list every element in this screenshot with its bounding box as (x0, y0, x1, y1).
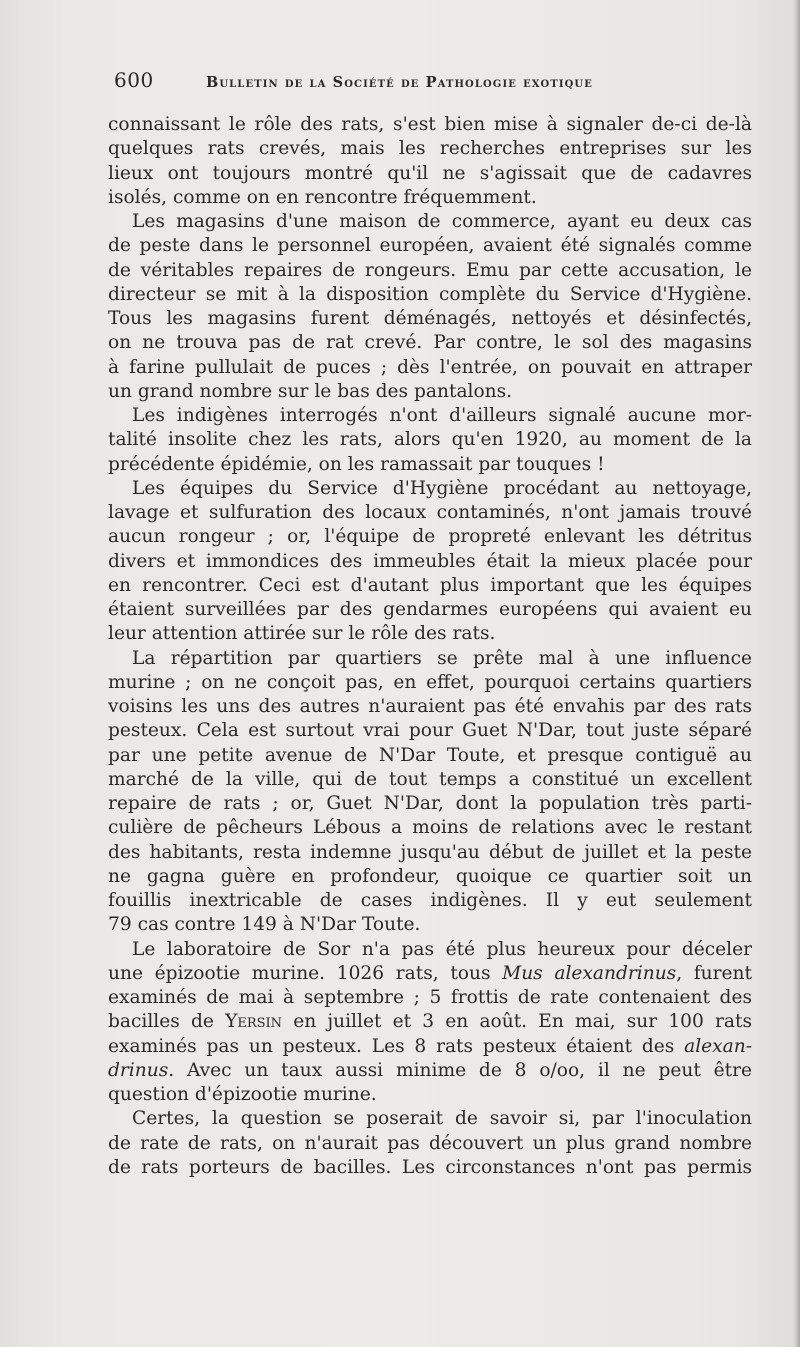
text-line: pesteux. Cela est surtout vrai pour Guet N'Dar, tout juste séparé (108, 720, 752, 742)
text-line: une épizootie murine. 1026 rats, tous Mus alexandrinus, furent (108, 962, 752, 984)
text-line: on ne trouva pas de rat crevé. Par contre, le sol des magasins (108, 332, 752, 354)
page-header (110, 66, 670, 96)
text-line: Le laboratoire de Sor n'a pas été plus heureux pour déceler (132, 938, 752, 960)
text-line: en rencontrer. Ceci est d'autant plus important que les équipes (108, 574, 752, 596)
text-line: de rats porteurs de bacilles. Les circonstances n'ont pas permis (108, 1156, 752, 1178)
text-line: drinus. Avec un taux aussi minime de 8 o/oo, il ne peut être (108, 1059, 752, 1081)
text-line: examinés pas un pesteux. Les 8 rats pesteux étaient des alexan- (108, 1035, 752, 1057)
text-line: divers et immondices des immeubles était la mieux placée pour (108, 550, 752, 572)
text-line: des habitants, resta indemne jusqu'au début de juillet et la peste (108, 841, 752, 863)
text-line: étaient surveillées par des gendarmes européens qui avaient eu (108, 599, 752, 620)
text-line: Les indigènes interrogés n'ont d'ailleurs signalé aucune mor- (132, 405, 752, 426)
text-line: leur attention attirée sur le rôle des rats. (108, 623, 496, 645)
text-line: examinés de mai à septembre ; 5 frottis de rate contenaient des (108, 987, 752, 1008)
text-line: Certes, la question se poserait de savoir si, par l'inoculation (132, 1108, 752, 1130)
text-line: précédente épidémie, on les ramassait par touques ! (108, 453, 605, 475)
text-line: à farine pullulait de puces ; dès l'entrée, on pouvait en attraper (108, 356, 752, 378)
text-line: talité insolite chez les rats, alors qu'en 1920, au moment de la (108, 429, 752, 451)
running-head: Bulletin de la Société de Pathologie exotique (206, 74, 593, 91)
text-line: de véritables repaires de rongeurs. Emu par cette accusation, le (108, 259, 752, 281)
text-line: lieux ont toujours montré qu'il ne s'agissait que de cadavres (108, 162, 752, 184)
text-line: murine ; on ne conçoit pas, en effet, pourquoi certains quartiers (108, 671, 752, 693)
text-line: directeur se mit à la disposition complète du Service d'Hygiène. (108, 283, 752, 305)
body-text (108, 113, 752, 1180)
text-line: aucun rongeur ; or, l'équipe de propreté enlevant les détritus (108, 526, 752, 548)
page-edge-shadow (794, 0, 800, 1347)
text-line: connaissant le rôle des rats, s'est bien mise à signaler de-ci de-là (108, 114, 752, 135)
text-line: ne gagna guère en profondeur, quoique ce quartier soit un (108, 865, 752, 887)
text-line: Tous les magasins furent déménagés, nettoyés et désinfectés, (108, 308, 752, 329)
text-line: fouillis inextricable de cases indigènes. Il y eut seulement (108, 890, 752, 911)
text-line: lavage et sulfuration des locaux contaminés, n'ont jamais trouvé (108, 502, 752, 523)
text-line: par une petite avenue de N'Dar Toute, et presque contiguë au (108, 744, 752, 766)
text-line: bacilles de Yersin en juillet et 3 en août. En mai, sur 100 rats (108, 1011, 752, 1033)
text-line: de peste dans le personnel européen, avaient été signalés comme (108, 235, 752, 257)
text-line: un grand nombre sur le bas des pantalons. (108, 380, 513, 402)
text-line: quelques rats crevés, mais les recherches entreprises sur les (108, 138, 752, 160)
text-line: culière de pêcheurs Lébous a moins de relations avec le restant (108, 817, 752, 839)
text-line: Les équipes du Service d'Hygiène procédant au nettoyage, (132, 477, 752, 499)
text-line: 79 cas contre 149 à N'Dar Toute. (108, 914, 421, 936)
text-line: Les magasins d'une maison de commerce, ayant eu deux cas (132, 211, 752, 232)
text-line: voisins les uns des autres n'auraient pas été envahis par des rats (108, 696, 752, 717)
text-line: La répartition par quartiers se prête mal à une influence (132, 647, 752, 669)
text-line: marché de la ville, qui de tout temps a constitué un excellent (108, 768, 752, 790)
text-line: isolés, comme on en rencontre fréquemment. (108, 186, 537, 208)
page-number: 600 (114, 68, 154, 92)
text-line: repaire de rats ; or, Guet N'Dar, dont la population très parti- (108, 793, 752, 814)
text-line: question d'épizootie murine. (108, 1084, 377, 1105)
text-line: de rate de rats, on n'aurait pas découvert un plus grand nombre (108, 1132, 752, 1154)
